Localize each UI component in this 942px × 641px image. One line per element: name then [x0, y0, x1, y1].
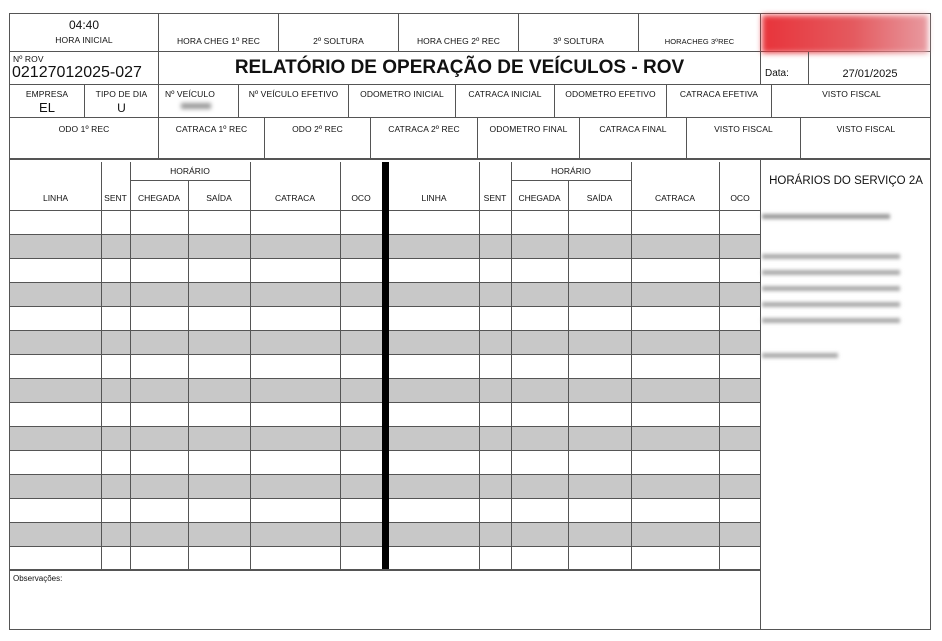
header-mid-line-left: [130, 180, 250, 181]
rov-label: Nº ROV: [13, 54, 44, 64]
hora-cheg-3-cell: [639, 14, 761, 52]
visto-fiscal-2-label: VISTO FISCAL: [836, 124, 896, 134]
schedule-line-redacted: [762, 300, 922, 309]
linha-header-left: LINHA: [42, 193, 69, 203]
company-logo: [762, 15, 928, 53]
hora-inicial-label: HORA INICIAL: [55, 35, 113, 45]
hora-cheg-3-label: HORACHEG 3ºREC: [664, 37, 735, 46]
catraca-efetiva-cell: [667, 85, 772, 118]
col-line: [188, 181, 189, 570]
hora-inicial-cell: [10, 14, 159, 52]
soltura-3-label: 3º SOLTURA: [553, 36, 604, 46]
col-line: [340, 162, 341, 570]
odo-2-label: ODO 2º REC: [292, 124, 343, 134]
observacoes-area: [10, 569, 761, 630]
schedule-line-redacted: [762, 351, 922, 360]
empresa-cell: [10, 85, 85, 118]
rov-value: 02127012025-027: [12, 64, 142, 81]
odometro-inicial-label: ODOMETRO INICIAL: [360, 89, 444, 99]
visto-fiscal-label: VISTO FISCAL: [822, 89, 881, 99]
catraca-final-label: CATRACA FINAL: [599, 124, 667, 134]
col-line: [130, 162, 131, 570]
veiculo-cell: [159, 85, 239, 118]
page-title: RELATÓRIO DE OPERAÇÃO DE VEÍCULOS - ROV: [234, 57, 685, 78]
col-line: [568, 181, 569, 570]
col-line: [101, 162, 102, 570]
data-label: Data:: [765, 68, 789, 79]
schedule-line-redacted: [762, 252, 922, 261]
visto-fiscal-cell: [772, 85, 931, 118]
catraca-final-cell: [580, 118, 687, 159]
schedule-line-redacted: [762, 284, 922, 293]
linha-header-right: LINHA: [421, 193, 447, 203]
hora-cheg-2-label: HORA CHEG 2º REC: [416, 36, 501, 46]
catraca-2-cell: [371, 118, 478, 159]
center-divider: [382, 162, 389, 570]
hora-cheg-1-label: HORA CHEG 1º REC: [176, 36, 261, 46]
catraca-inicial-cell: [456, 85, 555, 118]
veiculo-efetivo-label: Nº VEÍCULO EFETIVO: [248, 89, 339, 99]
horario-header-left: HORÁRIO: [170, 166, 210, 176]
data-value: 27/01/2025: [842, 68, 898, 80]
servico-panel: [761, 159, 931, 629]
col-line: [719, 162, 720, 570]
horario-header-right: HORÁRIO: [551, 166, 591, 176]
odometro-final-cell: [478, 118, 580, 159]
col-line: [631, 162, 632, 570]
rov-form-sheet: [9, 13, 931, 630]
schedule-line-redacted: [762, 268, 922, 277]
odo-1-cell: [10, 118, 159, 159]
empresa-label: EMPRESA: [25, 89, 69, 99]
catraca-efetiva-label: CATRACA EFETIVA: [679, 89, 759, 99]
tipo-dia-label: TIPO DE DIA: [95, 89, 148, 99]
grid-area: [10, 159, 761, 569]
odo-1-label: ODO 1º REC: [58, 124, 110, 134]
catraca-1-cell: [159, 118, 265, 159]
col-line: [479, 162, 480, 570]
odometro-efetivo-cell: [555, 85, 667, 118]
visto-fiscal-2-cell: [801, 118, 931, 159]
visto-fiscal-1-cell: [687, 118, 801, 159]
header-mid-line-right: [511, 180, 631, 181]
catraca-header-left: CATRACA: [275, 193, 315, 203]
col-line: [511, 162, 512, 570]
veiculo-efetivo-cell: [239, 85, 349, 118]
oco-header-right: OCO: [730, 193, 750, 203]
col-line: [250, 162, 251, 570]
schedule-line-redacted: [762, 316, 922, 325]
observacoes-label: Observações:: [13, 574, 63, 583]
schedule-line-redacted: [762, 212, 922, 221]
tipo-dia-value: U: [117, 101, 126, 115]
rov-cell: [10, 52, 159, 85]
soltura-2-label: 2º SOLTURA: [313, 36, 364, 46]
hora-cheg-2-cell: [399, 14, 519, 52]
saida-header-left: SAÍDA: [206, 193, 232, 203]
tipo-dia-cell: [85, 85, 159, 118]
empresa-value: EL: [39, 100, 55, 115]
chegada-header-left: CHEGADA: [137, 193, 181, 203]
servico-title: HORÁRIOS DO SERVIÇO 2A: [769, 175, 923, 187]
soltura-2-cell: [279, 14, 399, 52]
sent-header-right: SENT: [483, 193, 507, 203]
visto-fiscal-1-label: VISTO FISCAL: [714, 124, 773, 134]
hora-inicial-value: 04:40: [68, 18, 100, 32]
odometro-final-label: ODOMETRO FINAL: [489, 124, 568, 134]
saida-header-right: SAÍDA: [586, 193, 613, 203]
oco-header-left: OCO: [351, 193, 371, 203]
odometro-efetivo-label: ODOMETRO EFETIVO: [565, 89, 656, 99]
veiculo-label: Nº VEÍCULO: [165, 89, 215, 99]
sent-header-left: SENT: [104, 193, 127, 203]
chegada-header-right: CHEGADA: [518, 193, 561, 203]
title-cell: [159, 52, 761, 85]
veiculo-value-redacted: [181, 103, 211, 109]
soltura-3-cell: [519, 14, 639, 52]
catraca-2-label: CATRACA 2º REC: [388, 124, 460, 134]
odometro-inicial-cell: [349, 85, 456, 118]
odo-2-cell: [265, 118, 371, 159]
catraca-header-right: CATRACA: [655, 193, 695, 203]
catraca-inicial-label: CATRACA INICIAL: [468, 89, 542, 99]
catraca-1-label: CATRACA 1º REC: [175, 124, 248, 134]
data-value-cell: [809, 52, 931, 85]
data-label-cell: [761, 52, 809, 85]
hora-cheg-1-cell: [159, 14, 279, 52]
